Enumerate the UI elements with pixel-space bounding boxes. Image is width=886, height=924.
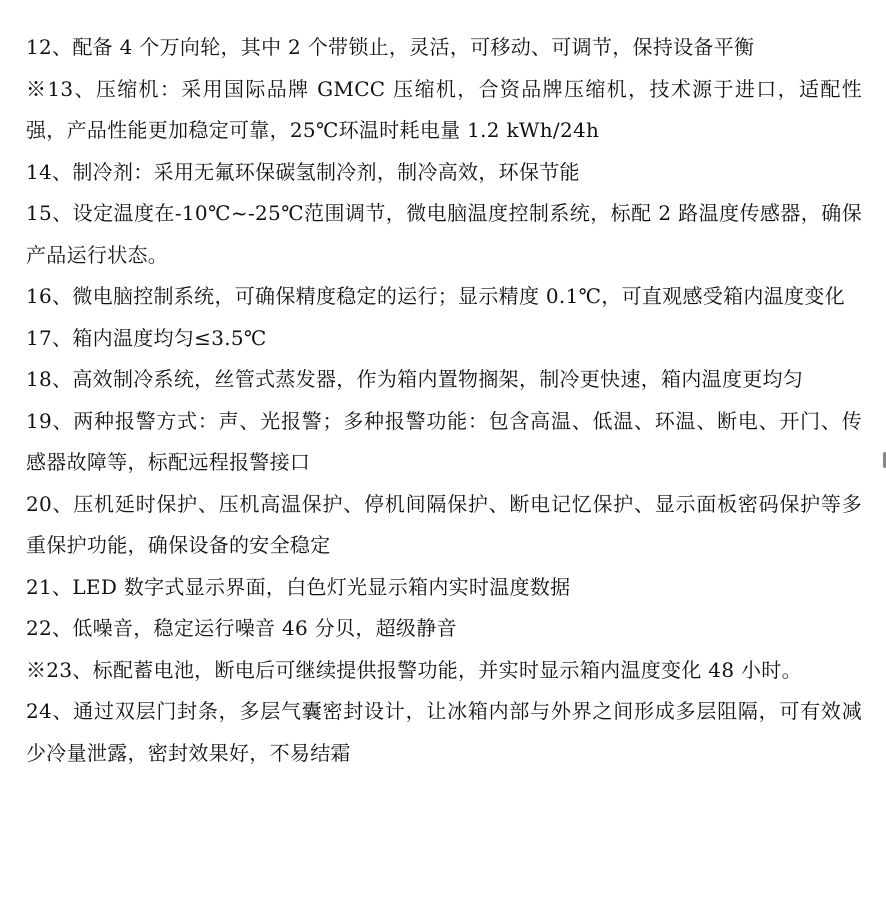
spec-item-21: 21、LED 数字式显示界面，白色灯光显示箱内实时温度数据 [26,574,571,599]
spec-item-19: 19、两种报警方式：声、光报警；多种报警功能：包含高温、低温、环温、断电、开门、传感器故障等，标配远程报警接口 [26,408,862,474]
spec-item-18: 18、高效制冷系统，丝管式蒸发器，作为箱内置物搁架，制冷更快速，箱内温度更均匀 [26,367,804,391]
spec-item-16: 16、微电脑控制系统，可确保精度稳定的运行；显示精度 0.1℃，可直观感受箱内温度变化 [26,284,845,308]
spec-item-13: ※13、压缩机：采用国际品牌 GMCC 压缩机，合资品牌压缩机，技术源于进口，适配性强，产品性能更加稳定可靠，25℃环温时耗电量 1.2 kWh/24h [26,76,862,142]
spec-item-17: 17、箱内温度均匀≤3.5℃ [26,325,267,350]
spec-item-23: ※23、标配蓄电池，断电后可继续提供报警功能，并实时显示箱内温度变化 48 小时。 [26,657,802,682]
spec-document [26,27,862,774]
spec-item-15: 15、设定温度在-10℃~-25℃范围调节，微电脑温度控制系统，标配 2 路温度传感器，确保产品运行状态。 [26,201,862,267]
spec-item-12: 12、配备 4 个万向轮，其中 2 个带锁止，灵活，可移动、可调节，保持设备平衡 [26,35,755,59]
spec-item-24: 24、通过双层门封条，多层气囊密封设计，让冰箱内部与外界之间形成多层阻隔，可有效减少冷量泄露，密封效果好，不易结霜 [26,699,862,765]
spec-item-14: 14、制冷剂：采用无氟环保碳氢制冷剂，制冷高效，环保节能 [26,159,580,184]
spec-item-20: 20、压机延时保护、压机高温保护、停机间隔保护、断电记忆保护、显示面板密码保护等多重保护功能，确保设备的安全稳定 [26,491,862,557]
spec-item-22: 22、低噪音，稳定运行噪音 46 分贝，超级静音 [26,616,457,640]
